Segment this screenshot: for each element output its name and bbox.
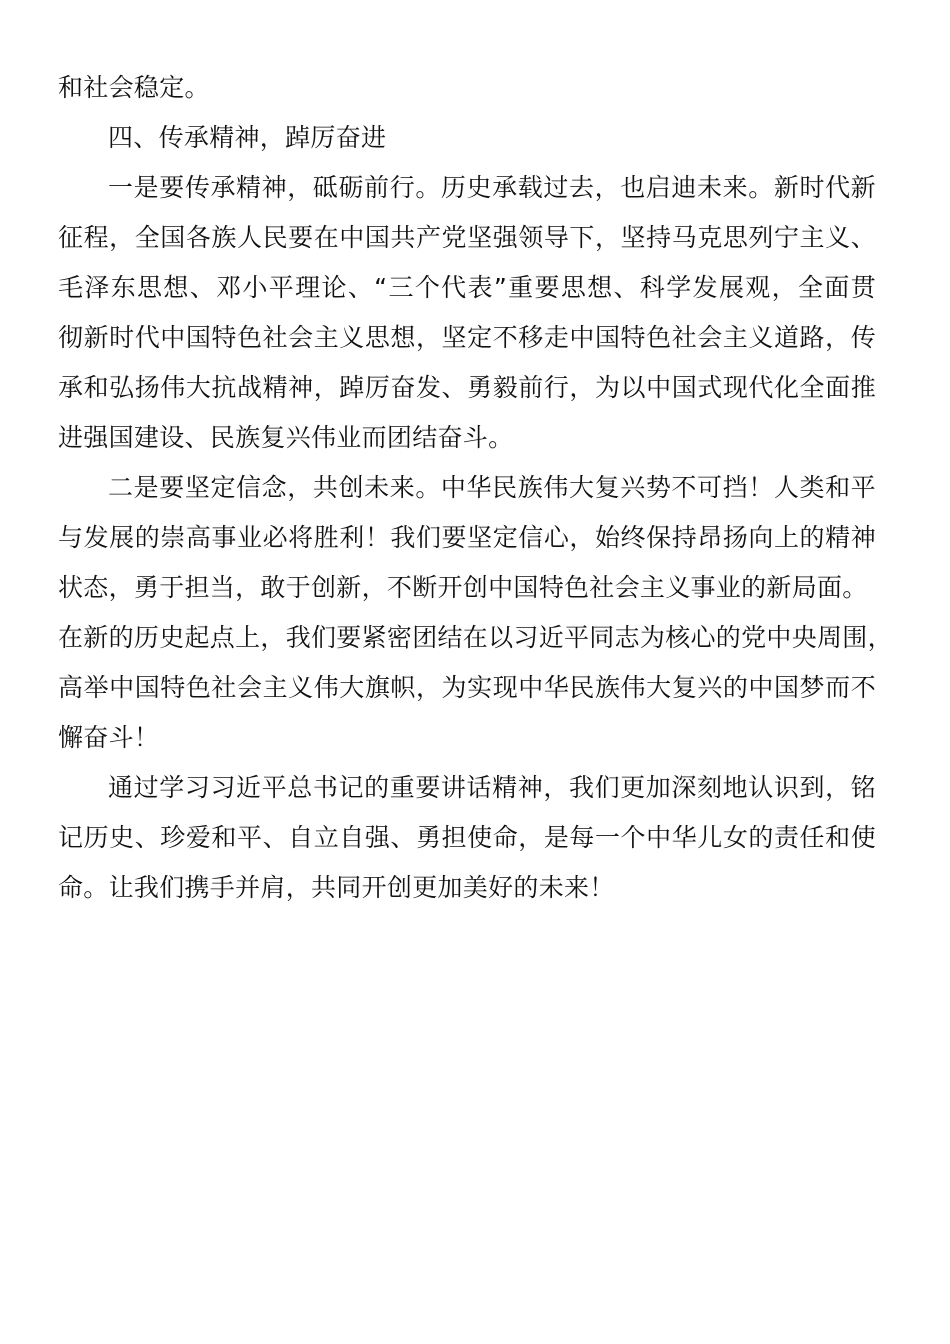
paragraph-line: 进强国建设、民族复兴伟业而团结奋斗。 bbox=[58, 423, 514, 452]
paragraph-line: 一是要传承精神，砥砺前行。历史承载过去，也启迪未来。新时代新 bbox=[108, 173, 876, 202]
paragraph-line: 懈奋斗！ bbox=[58, 723, 160, 752]
paragraph-line: 承和弘扬伟大抗战精神，踔厉奋发、勇毅前行，为以中国式现代化全面推 bbox=[58, 373, 876, 402]
section-heading: 四、传承精神，踔厉奋进 bbox=[108, 123, 387, 152]
paragraph-line: 二是要坚定信念，共创未来。中华民族伟大复兴势不可挡！人类和平 bbox=[108, 473, 876, 502]
paragraph-line: 征程，全国各族人民要在中国共产党坚强领导下，坚持马克思列宁主义、 bbox=[58, 223, 876, 252]
paragraph-line: 高举中国特色社会主义伟大旗帜，为实现中华民族伟大复兴的中国梦而不 bbox=[58, 673, 876, 702]
paragraph-line: 通过学习习近平总书记的重要讲话精神，我们更加深刻地认识到，铭 bbox=[108, 773, 876, 802]
paragraph-line: 记历史、珍爱和平、自立自强、勇担使命，是每一个中华儿女的责任和使 bbox=[58, 823, 876, 852]
paragraph-line: 在新的历史起点上，我们要紧密团结在以习近平同志为核心的党中央周围， bbox=[58, 623, 893, 652]
paragraph-line: 状态，勇于担当，敢于创新，不断开创中国特色社会主义事业的新局面。 bbox=[58, 573, 868, 602]
paragraph-line: 与发展的崇高事业必将胜利！我们要坚定信心，始终保持昂扬向上的精神 bbox=[58, 523, 876, 552]
paragraph-line: 和社会稳定。 bbox=[58, 73, 210, 102]
paragraph-line: 命。让我们携手并肩，共同开创更加美好的未来！ bbox=[58, 873, 615, 902]
paragraph-line: 毛泽东思想、邓小平理论、“三个代表”重要思想、科学发展观，全面贯 bbox=[58, 273, 876, 302]
paragraph-line: 彻新时代中国特色社会主义思想，坚定不移走中国特色社会主义道路，传 bbox=[58, 323, 876, 352]
